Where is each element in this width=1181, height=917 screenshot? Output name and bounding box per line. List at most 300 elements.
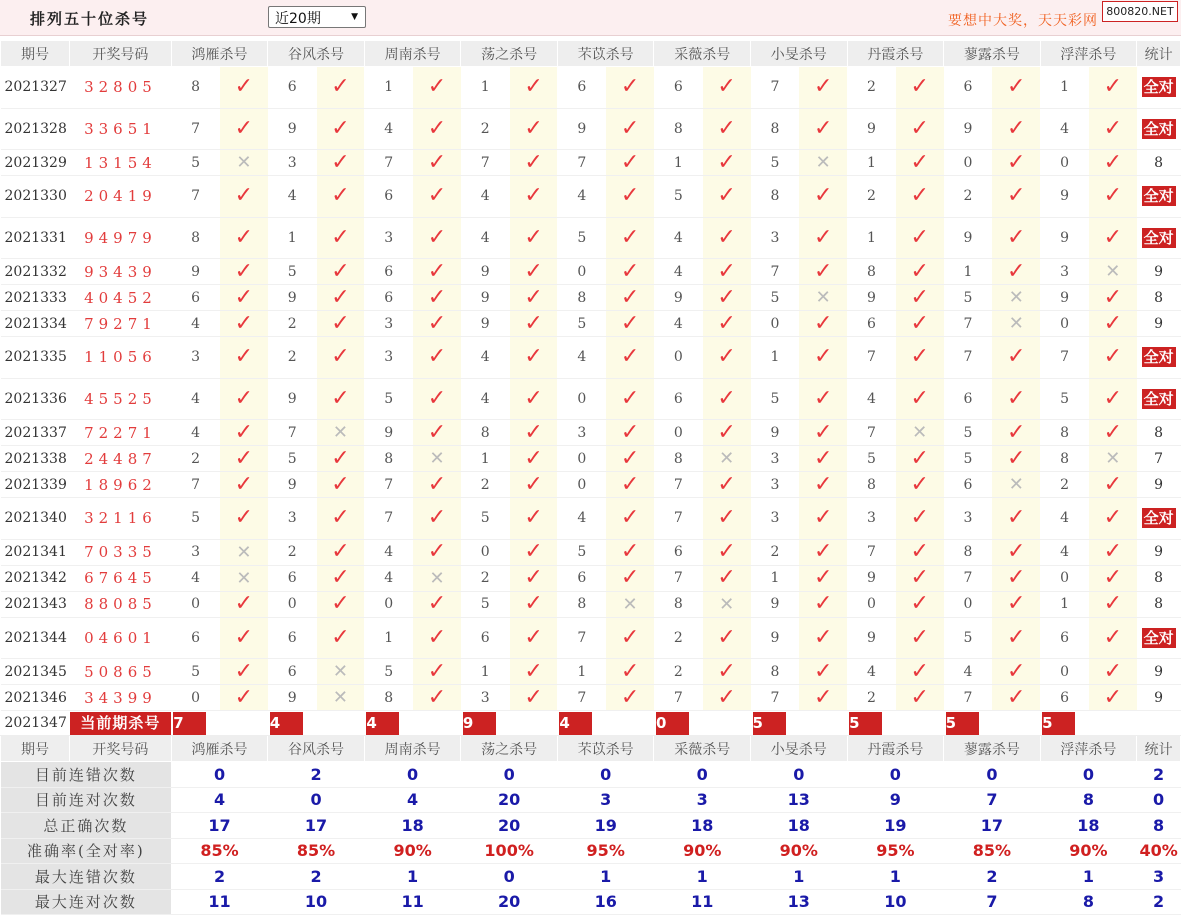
checkmark-icon: ✓ <box>620 258 640 284</box>
result-mark <box>1089 539 1137 565</box>
result-mark <box>413 108 461 150</box>
kill-number: 9 <box>364 420 413 446</box>
col-header-expert[interactable]: 蓼露杀号 <box>944 736 1041 762</box>
checkmark-icon: ✓ <box>813 658 833 684</box>
kill-number: 5 <box>1040 378 1089 420</box>
result-mark <box>606 565 654 591</box>
result-mark <box>413 67 461 109</box>
checkmark-icon: ✓ <box>620 505 640 531</box>
result-mark <box>317 659 365 685</box>
checkmark-icon: ✓ <box>234 658 254 684</box>
summary-value: 3 <box>654 787 751 813</box>
row-stat <box>1137 472 1181 498</box>
summary-value: 0 <box>1040 762 1137 788</box>
result-mark <box>317 591 365 617</box>
col-header-numbers: 开奖号码 <box>70 41 172 67</box>
result-mark <box>703 259 751 285</box>
result-mark <box>896 285 944 311</box>
checkmark-icon: ✓ <box>1007 565 1026 590</box>
result-mark <box>510 446 558 472</box>
kill-number: 4 <box>1040 539 1089 565</box>
checkmark-icon: ✓ <box>910 624 929 650</box>
draw-numbers: 88085 <box>70 591 172 617</box>
col-header-expert[interactable]: 谷风杀号 <box>268 41 365 67</box>
summary-value: 20 <box>461 813 558 839</box>
checkmark-icon: ✓ <box>234 684 254 710</box>
draw-numbers: 24487 <box>70 446 172 472</box>
kill-number: 7 <box>944 685 993 711</box>
result-mark <box>799 498 847 540</box>
result-mark <box>510 617 558 659</box>
kill-number: 6 <box>268 67 317 109</box>
all-right-badge: 全对 <box>1143 509 1174 528</box>
summary-value: 0 <box>847 762 944 788</box>
kill-number: 0 <box>1040 150 1089 176</box>
col-header-expert[interactable]: 荡之杀号 <box>461 736 558 762</box>
row-stat <box>1137 565 1181 591</box>
checkmark-icon: ✓ <box>427 310 447 336</box>
result-mark <box>220 150 268 176</box>
kill-number: 0 <box>171 685 220 711</box>
summary-label: 最大连对次数 <box>1 889 172 915</box>
draw-numbers: 33651 <box>70 108 172 150</box>
result-mark <box>992 311 1040 337</box>
checkmark-icon: ✓ <box>717 471 736 497</box>
kill-number: 7 <box>654 472 703 498</box>
checkmark-icon: ✓ <box>234 419 254 445</box>
kill-number: 5 <box>944 617 993 659</box>
result-mark <box>606 337 654 379</box>
checkmark-icon: ✓ <box>620 471 640 497</box>
checkmark-icon: ✓ <box>427 149 447 175</box>
kill-number: 1 <box>847 217 896 259</box>
current-kill-cell <box>654 711 751 736</box>
cross-icon: ✕ <box>236 152 252 173</box>
summary-value: 3 <box>557 787 654 813</box>
kill-number: 3 <box>364 311 413 337</box>
result-mark <box>1089 311 1137 337</box>
kill-number: 2 <box>268 337 317 379</box>
checkmark-icon: ✓ <box>234 471 254 497</box>
issue-cell: 2021332 <box>1 259 70 285</box>
result-mark <box>992 217 1040 259</box>
summary-label: 最大连错次数 <box>1 864 172 890</box>
kill-number: 5 <box>557 539 606 565</box>
result-mark <box>992 67 1040 109</box>
col-header-expert[interactable]: 鸿雁杀号 <box>171 736 268 762</box>
result-mark <box>896 67 944 109</box>
result-mark <box>703 67 751 109</box>
checkmark-icon: ✓ <box>717 419 736 445</box>
checkmark-icon: ✓ <box>813 591 833 616</box>
summary-value: 13 <box>751 787 848 813</box>
summary-value: 0 <box>268 787 365 813</box>
kill-number: 9 <box>171 259 220 285</box>
checkmark-icon: ✓ <box>524 284 543 310</box>
kill-number: 6 <box>944 378 993 420</box>
result-mark <box>606 472 654 498</box>
checkmark-icon: ✓ <box>910 385 929 411</box>
result-mark <box>799 176 847 218</box>
checkmark-icon: ✓ <box>1007 183 1026 209</box>
kill-number: 8 <box>654 591 703 617</box>
kill-number: 8 <box>944 539 993 565</box>
result-mark <box>896 217 944 259</box>
kill-number: 8 <box>171 217 220 259</box>
header-row <box>1 736 1181 762</box>
checkmark-icon: ✓ <box>717 183 736 209</box>
cross-icon: ✕ <box>332 687 348 708</box>
checkmark-icon: ✓ <box>717 385 736 411</box>
kill-number: 5 <box>268 259 317 285</box>
checkmark-icon: ✓ <box>620 344 640 370</box>
result-mark <box>606 176 654 218</box>
checkmark-icon: ✓ <box>524 591 543 616</box>
kill-number: 7 <box>461 150 510 176</box>
draw-numbers: 93439 <box>70 259 172 285</box>
draw-numbers: 94979 <box>70 217 172 259</box>
table-row <box>1 565 1181 591</box>
row-stat <box>1137 108 1181 150</box>
kill-number: 2 <box>171 446 220 472</box>
col-header-expert[interactable]: 谷风杀号 <box>268 736 365 762</box>
summary-stat: 0 <box>1137 787 1181 813</box>
kill-number: 7 <box>557 617 606 659</box>
all-right-badge: 全对 <box>1143 187 1174 206</box>
checkmark-icon: ✓ <box>427 505 447 531</box>
table-row <box>1 259 1181 285</box>
kill-number: 1 <box>654 150 703 176</box>
checkmark-icon: ✓ <box>427 658 447 684</box>
result-mark <box>799 259 847 285</box>
result-mark <box>799 67 847 109</box>
checkmark-icon: ✓ <box>1103 310 1123 336</box>
col-header-stat: 统计 <box>1137 736 1181 762</box>
checkmark-icon: ✓ <box>427 183 447 209</box>
summary-value: 2 <box>944 864 1041 890</box>
current-kill-cell <box>268 711 365 736</box>
result-mark <box>1089 259 1137 285</box>
summary-value: 1 <box>654 864 751 890</box>
summary-value: 18 <box>654 813 751 839</box>
kill-number: 9 <box>944 108 993 150</box>
col-header-expert[interactable]: 丹霞杀号 <box>847 736 944 762</box>
col-header-stat: 统计 <box>1137 41 1181 67</box>
result-mark <box>317 285 365 311</box>
result-mark <box>703 565 751 591</box>
table-row <box>1 337 1181 379</box>
checkmark-icon: ✓ <box>813 74 833 100</box>
checkmark-icon: ✓ <box>524 445 543 471</box>
col-header-expert[interactable]: 丹霞杀号 <box>847 41 944 67</box>
col-header-expert[interactable]: 浮萍杀号 <box>1040 41 1137 67</box>
kill-number: 7 <box>1040 337 1089 379</box>
result-mark <box>992 285 1040 311</box>
table-row <box>1 617 1181 659</box>
kill-number: 8 <box>847 472 896 498</box>
result-mark <box>703 108 751 150</box>
kill-number: 5 <box>461 591 510 617</box>
stat-count: 7 <box>1154 450 1164 467</box>
col-header-expert[interactable]: 小旻杀号 <box>751 41 848 67</box>
kill-number: 9 <box>847 285 896 311</box>
checkmark-icon: ✓ <box>1007 658 1026 684</box>
checkmark-icon: ✓ <box>427 224 447 250</box>
kill-number: 4 <box>1040 498 1089 540</box>
kill-number: 3 <box>461 685 510 711</box>
row-stat <box>1137 285 1181 311</box>
result-mark <box>413 446 461 472</box>
kill-number: 0 <box>654 337 703 379</box>
result-mark <box>992 337 1040 379</box>
result-mark <box>317 337 365 379</box>
result-mark <box>510 285 558 311</box>
current-kill-number: 5 <box>849 712 882 735</box>
table-row <box>1 539 1181 565</box>
summary-value: 2 <box>171 864 268 890</box>
checkmark-icon: ✓ <box>331 539 350 564</box>
kill-number: 9 <box>847 108 896 150</box>
kill-number: 2 <box>461 565 510 591</box>
result-mark <box>510 176 558 218</box>
kill-number: 0 <box>1040 311 1089 337</box>
col-header-expert[interactable]: 荡之杀号 <box>461 41 558 67</box>
checkmark-icon: ✓ <box>524 624 543 650</box>
kill-number: 4 <box>364 539 413 565</box>
current-kill-cell <box>364 711 461 736</box>
table-row <box>1 685 1181 711</box>
result-mark <box>317 108 365 150</box>
summary-label: 总正确次数 <box>1 813 172 839</box>
kill-number: 7 <box>557 150 606 176</box>
result-mark <box>317 685 365 711</box>
result-mark <box>896 539 944 565</box>
col-header-expert[interactable]: 鸿雁杀号 <box>171 41 268 67</box>
cross-icon: ✕ <box>429 567 445 589</box>
result-mark <box>799 420 847 446</box>
kill-number: 7 <box>847 420 896 446</box>
result-mark <box>799 591 847 617</box>
kill-number: 5 <box>944 420 993 446</box>
kill-number: 2 <box>268 311 317 337</box>
summary-value: 11 <box>364 889 461 915</box>
kill-number: 3 <box>751 446 800 472</box>
result-mark <box>220 378 268 420</box>
kill-number: 5 <box>944 285 993 311</box>
kill-number: 7 <box>944 311 993 337</box>
kill-number-table <box>0 40 1181 915</box>
checkmark-icon: ✓ <box>331 149 350 175</box>
kill-number: 1 <box>847 150 896 176</box>
checkmark-icon: ✓ <box>910 684 929 710</box>
checkmark-icon: ✓ <box>620 284 640 310</box>
checkmark-icon: ✓ <box>427 115 447 141</box>
summary-label: 准确率(全对率) <box>1 838 172 864</box>
current-period-row <box>1 711 1181 736</box>
checkmark-icon: ✓ <box>427 624 447 650</box>
summary-value: 4 <box>364 787 461 813</box>
result-mark <box>1089 498 1137 540</box>
issue-cell: 2021333 <box>1 285 70 311</box>
summary-value: 18 <box>364 813 461 839</box>
kill-number: 9 <box>268 472 317 498</box>
col-header-expert[interactable]: 周南杀号 <box>364 41 461 67</box>
col-header-expert[interactable]: 浮萍杀号 <box>1040 736 1137 762</box>
result-mark <box>220 472 268 498</box>
result-mark <box>799 446 847 472</box>
issue-cell: 2021331 <box>1 217 70 259</box>
table-row <box>1 591 1181 617</box>
result-mark <box>896 472 944 498</box>
checkmark-icon: ✓ <box>331 183 350 209</box>
period-select[interactable] <box>268 6 366 28</box>
kill-number: 6 <box>557 565 606 591</box>
checkmark-icon: ✓ <box>524 344 543 370</box>
draw-numbers: 50865 <box>70 659 172 685</box>
row-stat <box>1137 498 1181 540</box>
kill-number: 9 <box>461 259 510 285</box>
summary-value: 17 <box>944 813 1041 839</box>
result-mark <box>896 311 944 337</box>
checkmark-icon: ✓ <box>331 445 350 471</box>
issue-cell: 2021327 <box>1 67 70 109</box>
kill-number: 7 <box>944 337 993 379</box>
summary-stat: 40% <box>1137 838 1181 864</box>
col-header-expert[interactable]: 芣苡杀号 <box>557 41 654 67</box>
col-header-expert[interactable]: 芣苡杀号 <box>557 736 654 762</box>
result-mark <box>510 472 558 498</box>
summary-value: 1 <box>847 864 944 890</box>
result-mark <box>799 217 847 259</box>
result-mark <box>220 176 268 218</box>
kill-number: 5 <box>751 285 800 311</box>
col-header-expert[interactable]: 小旻杀号 <box>751 736 848 762</box>
row-stat <box>1137 67 1181 109</box>
checkmark-icon: ✓ <box>427 284 447 310</box>
kill-number: 9 <box>557 108 606 150</box>
kill-number: 5 <box>171 150 220 176</box>
all-right-badge: 全对 <box>1143 389 1174 408</box>
checkmark-icon: ✓ <box>717 539 736 564</box>
result-mark <box>896 498 944 540</box>
issue-cell: 2021328 <box>1 108 70 150</box>
row-stat <box>1137 420 1181 446</box>
kill-number: 0 <box>557 472 606 498</box>
table-row <box>1 472 1181 498</box>
checkmark-icon: ✓ <box>1103 149 1123 175</box>
table-row <box>1 285 1181 311</box>
result-mark <box>413 617 461 659</box>
summary-value: 100% <box>461 838 558 864</box>
issue-cell: 2021339 <box>1 472 70 498</box>
draw-numbers: 32805 <box>70 67 172 109</box>
checkmark-icon: ✓ <box>813 344 833 370</box>
checkmark-icon: ✓ <box>910 224 929 250</box>
kill-number: 8 <box>751 659 800 685</box>
result-mark <box>992 659 1040 685</box>
site-badge[interactable]: 800820.NET <box>1102 1 1178 22</box>
summary-value: 95% <box>557 838 654 864</box>
kill-number: 6 <box>847 311 896 337</box>
checkmark-icon: ✓ <box>524 74 543 100</box>
header-row <box>1 41 1181 67</box>
stat-count: 9 <box>1154 689 1164 706</box>
checkmark-icon: ✓ <box>331 471 350 497</box>
result-mark <box>413 378 461 420</box>
stat-count: 8 <box>1154 289 1164 306</box>
summary-stat: 2 <box>1137 889 1181 915</box>
kill-number: 7 <box>364 498 413 540</box>
checkmark-icon: ✓ <box>620 183 640 209</box>
result-mark <box>317 617 365 659</box>
result-mark <box>799 378 847 420</box>
summary-row <box>1 889 1181 915</box>
col-header-expert[interactable]: 采薇杀号 <box>654 41 751 67</box>
col-header-expert[interactable]: 蓼露杀号 <box>944 41 1041 67</box>
result-mark <box>606 150 654 176</box>
result-mark <box>317 420 365 446</box>
kill-number: 1 <box>944 259 993 285</box>
table-row <box>1 420 1181 446</box>
checkmark-icon: ✓ <box>813 224 833 250</box>
summary-value: 7 <box>944 889 1041 915</box>
row-stat <box>1137 337 1181 379</box>
col-header-expert[interactable]: 周南杀号 <box>364 736 461 762</box>
result-mark <box>1089 285 1137 311</box>
result-mark <box>799 617 847 659</box>
checkmark-icon: ✓ <box>524 183 543 209</box>
current-kill-number: 4 <box>270 712 303 735</box>
kill-number: 2 <box>847 67 896 109</box>
checkmark-icon: ✓ <box>234 284 254 310</box>
summary-value: 17 <box>171 813 268 839</box>
checkmark-icon: ✓ <box>427 684 447 710</box>
kill-number: 4 <box>944 659 993 685</box>
result-mark <box>992 498 1040 540</box>
result-mark <box>317 446 365 472</box>
result-mark <box>1089 685 1137 711</box>
checkmark-icon: ✓ <box>620 684 640 710</box>
checkmark-icon: ✓ <box>813 539 833 564</box>
stat-count: 8 <box>1154 154 1164 171</box>
kill-number: 6 <box>1040 617 1089 659</box>
kill-number: 9 <box>1040 285 1089 311</box>
checkmark-icon: ✓ <box>427 74 447 100</box>
row-stat <box>1137 311 1181 337</box>
kill-number: 6 <box>268 565 317 591</box>
kill-number: 2 <box>847 685 896 711</box>
result-mark <box>220 285 268 311</box>
summary-value: 1 <box>557 864 654 890</box>
kill-number: 5 <box>557 217 606 259</box>
issue-cell: 2021345 <box>1 659 70 685</box>
result-mark <box>896 617 944 659</box>
kill-number: 0 <box>751 311 800 337</box>
summary-value: 0 <box>751 762 848 788</box>
cross-icon: ✕ <box>912 422 928 443</box>
result-mark <box>992 565 1040 591</box>
col-header-expert[interactable]: 采薇杀号 <box>654 736 751 762</box>
kill-number: 4 <box>847 659 896 685</box>
kill-number: 1 <box>1040 67 1089 109</box>
kill-number: 6 <box>364 259 413 285</box>
result-mark <box>606 67 654 109</box>
checkmark-icon: ✓ <box>1103 74 1123 100</box>
col-header-numbers: 开奖号码 <box>70 736 172 762</box>
result-mark <box>992 539 1040 565</box>
kill-number: 4 <box>1040 108 1089 150</box>
checkmark-icon: ✓ <box>331 284 350 310</box>
